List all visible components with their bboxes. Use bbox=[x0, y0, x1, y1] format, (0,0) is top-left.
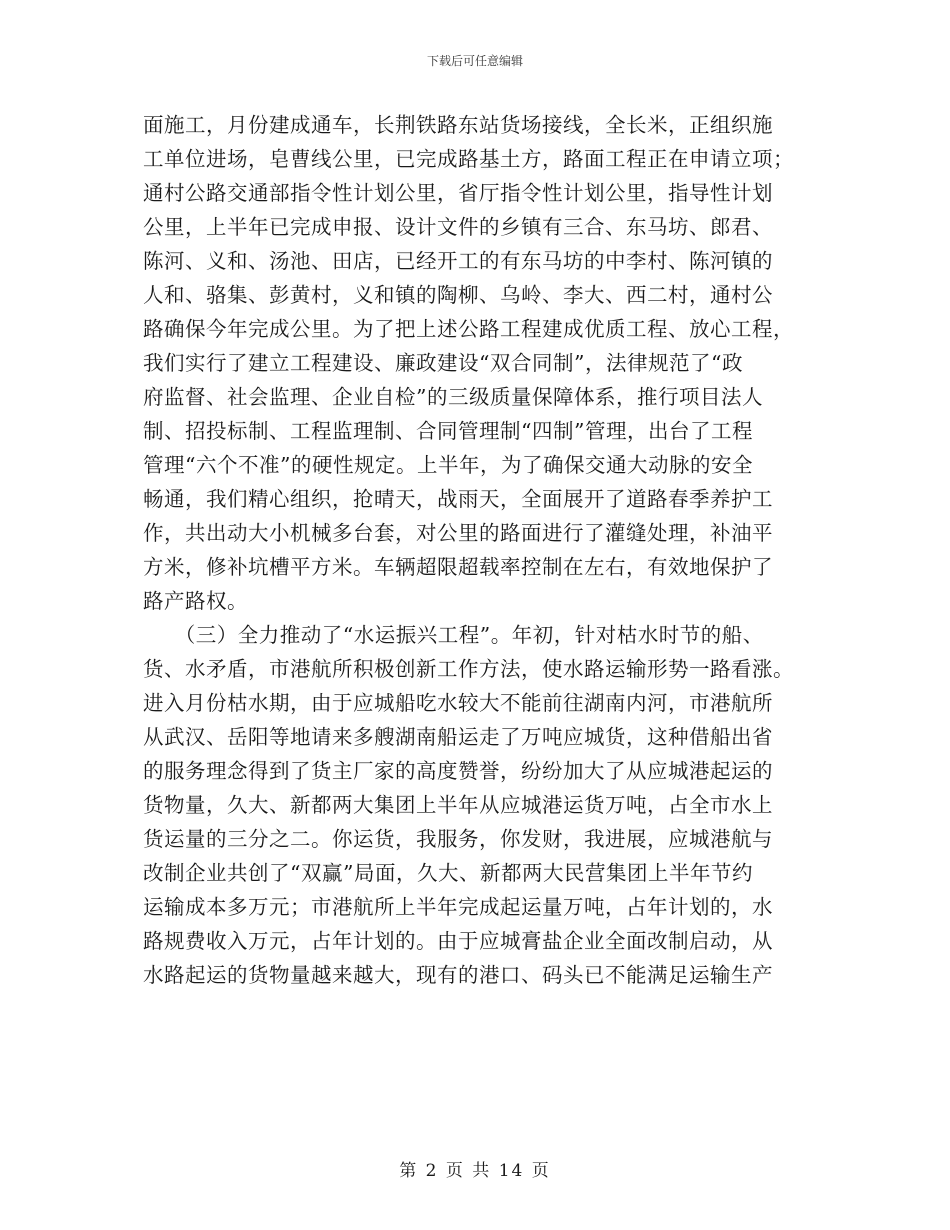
text-line: 货运量的三分之二。你运货，我服务，你发财，我进展，应城港航与 bbox=[143, 827, 773, 851]
text-line: 公里，上半年已完成申报、设计文件的乡镇有三合、东马坊、郎君、 bbox=[143, 215, 773, 239]
text-line: 方米，修补坑槽平方米。车辆超限超载率控制在左右，有效地保护了 bbox=[143, 555, 773, 579]
body-text bbox=[143, 108, 803, 992]
text-line: 水路起运的货物量越来越大，现有的港口、码头已不能满足运输生产 bbox=[143, 963, 773, 987]
text-line: 路规费收入万元，占年计划的。由于应城膏盐企业全面改制启动，从 bbox=[143, 929, 773, 953]
page-number-footer: 第 2 页 共 14 页 bbox=[399, 1161, 551, 1181]
text-line: 管理“六个不准”的硬性规定。上半年，为了确保交通大动脉的安全 bbox=[143, 453, 753, 477]
text-line: 畅通，我们精心组织，抢晴天，战雨天，全面展开了道路春季养护工 bbox=[143, 487, 773, 511]
text-line: 改制企业共创了“双赢”局面，久大、新都两大民营集团上半年节约 bbox=[143, 861, 753, 885]
text-line: 货、水矛盾，市港航所积极创新工作方法，使水路运输形势一路看涨。 bbox=[143, 657, 794, 681]
text-line: 货物量，久大、新都两大集团上半年从应城港运货万吨，占全市水上 bbox=[143, 793, 773, 817]
text-line: 府监督、社会监理、企业自检”的三级质量保障体系，推行项目法人 bbox=[143, 385, 763, 409]
header-note: 下载后可任意编辑 bbox=[426, 54, 523, 68]
text-line: 的服务理念得到了货主厂家的高度赞誉，纷纷加大了从应城港起运的 bbox=[143, 759, 773, 783]
paragraph-start-line: （三）全力推动了“水运振兴工程”。年初，针对枯水时节的船、 bbox=[143, 623, 764, 647]
text-line: 我们实行了建立工程建设、廉政建设“双合同制”，法律规范了“政 bbox=[143, 351, 743, 375]
text-line: 路产路权。 bbox=[143, 589, 248, 613]
text-line: 人和、骆集、彭黄村，义和镇的陶柳、乌岭、李大、西二村，通村公 bbox=[143, 283, 773, 307]
text-line: 面施工，月份建成通车，长荆铁路东站货场接线，全长米，正组织施 bbox=[143, 113, 773, 137]
text-line: 制、招投标制、工程监理制、合同管理制“四制”管理，出台了工程 bbox=[143, 419, 753, 443]
text-line: 进入月份枯水期，由于应城船吃水较大不能前往湖南内河，市港航所 bbox=[143, 691, 773, 715]
text-line: 路确保今年完成公里。为了把上述公路工程建成优质工程、放心工程， bbox=[143, 317, 794, 341]
text-line: 从武汉、岳阳等地请来多艘湖南船运走了万吨应城货，这种借船出省 bbox=[143, 725, 773, 749]
text-line: 陈河、义和、汤池、田店，已经开工的有东马坊的中李村、陈河镇的 bbox=[143, 249, 773, 273]
text-line: 运输成本多万元；市港航所上半年完成起运量万吨，占年计划的，水 bbox=[143, 895, 773, 919]
text-line: 通村公路交通部指令性计划公里，省厅指令性计划公里，指导性计划 bbox=[143, 181, 773, 205]
text-line: 作，共出动大小机械多台套，对公里的路面进行了灌缝处理，补油平 bbox=[143, 521, 773, 545]
text-line: 工单位进场，皂曹线公里，已完成路基土方，路面工程正在申请立项； bbox=[143, 147, 794, 171]
